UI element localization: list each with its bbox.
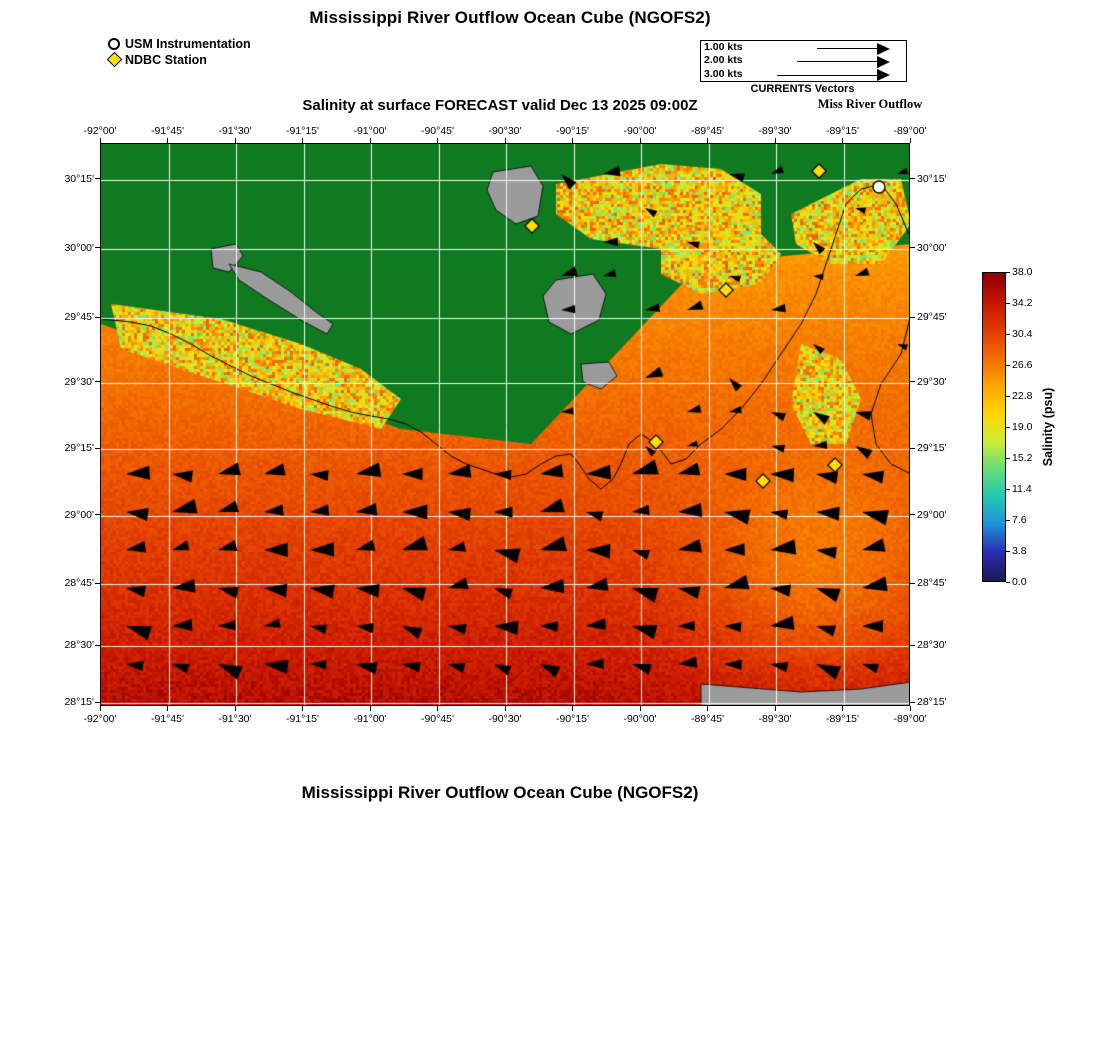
y-axis-tick-mark xyxy=(95,645,100,646)
x-axis-tick-mark xyxy=(640,138,641,143)
y-axis-tick-label: 29°15' xyxy=(64,442,94,455)
y-axis-tick-label: 29°30' xyxy=(64,375,94,388)
colorbar-tick-label: 19.0 xyxy=(1012,421,1033,433)
y-axis-tick-label: 28°15' xyxy=(64,696,94,708)
x-axis-tick-label: -91°15' xyxy=(285,713,320,725)
x-axis-tick-label: -90°00' xyxy=(623,713,657,725)
y-axis-tick-label: 28°30' xyxy=(64,639,94,652)
x-axis-tick-label: -91°15' xyxy=(285,125,320,137)
x-axis-tick-label: -90°15' xyxy=(555,713,590,725)
colorbar-tick-mark xyxy=(1006,582,1010,583)
x-axis-tick-mark xyxy=(437,706,438,711)
colorbar-tick-mark xyxy=(1006,520,1010,521)
x-axis-tick-label: -89°15' xyxy=(825,125,860,137)
legend-item-label: NDBC Station xyxy=(125,52,207,67)
y-axis-tick-mark xyxy=(910,583,915,584)
x-axis-tick-label: -92°00' xyxy=(83,125,117,137)
colorbar-tick-label: 38.0 xyxy=(1012,266,1033,278)
y-axis-tick-label: 29°15' xyxy=(917,442,947,455)
colorbar-tick-label: 22.8 xyxy=(1012,390,1033,402)
x-axis-tick-mark xyxy=(707,706,708,711)
x-axis-tick-label: -89°45' xyxy=(690,713,725,725)
x-axis-tick-label: -92°00' xyxy=(83,713,117,725)
colorbar-tick-mark xyxy=(1006,272,1010,273)
vector-key-label: 3.00 kts xyxy=(704,67,743,80)
x-axis-tick-mark xyxy=(100,138,101,143)
colorbar-tick-label: 15.2 xyxy=(1012,452,1033,464)
y-axis-tick-mark xyxy=(95,702,100,703)
x-axis-tick-mark xyxy=(640,706,641,711)
x-axis-tick-mark xyxy=(302,706,303,711)
x-axis-tick-mark xyxy=(370,706,371,711)
panel-label: Miss River Outflow xyxy=(817,97,923,111)
y-axis-tick-label: 29°30' xyxy=(917,375,947,388)
x-axis-tick-mark xyxy=(235,138,236,143)
colorbar-tick-label: 7.6 xyxy=(1012,514,1027,526)
colorbar-tick-mark xyxy=(1006,489,1010,490)
legend-item-label: USM Instrumentation xyxy=(125,36,251,51)
y-axis-tick-mark xyxy=(910,702,915,703)
x-axis-tick-mark xyxy=(775,138,776,143)
currents-vectors-caption: CURRENTS Vectors xyxy=(750,83,855,95)
x-axis-tick-mark xyxy=(302,138,303,143)
x-axis-tick-mark xyxy=(572,706,573,711)
y-axis-tick-label: 30°00' xyxy=(64,241,94,254)
x-axis-tick-label: -89°30' xyxy=(758,125,792,137)
colorbar-tick-mark xyxy=(1006,427,1010,428)
x-axis-tick-mark xyxy=(505,138,506,143)
colorbar-tick-mark xyxy=(1006,303,1010,304)
y-axis-tick-mark xyxy=(95,317,100,318)
y-axis-tick-label: 29°45' xyxy=(64,311,94,324)
x-axis-tick-mark xyxy=(910,706,911,711)
x-axis-tick-mark xyxy=(505,706,506,711)
y-axis-tick-mark xyxy=(910,381,915,382)
x-axis-tick-label: -90°15' xyxy=(555,125,590,137)
x-axis-tick-mark xyxy=(707,138,708,143)
x-axis-tick-mark xyxy=(775,706,776,711)
map-subtitle: Salinity at surface FORECAST valid Dec 13 2025 09:00Z xyxy=(302,97,698,114)
y-axis-tick-label: 30°15' xyxy=(64,172,94,185)
x-axis-tick-mark xyxy=(437,138,438,143)
x-axis-tick-label: -91°00' xyxy=(353,125,387,137)
y-axis-tick-mark xyxy=(95,448,100,449)
colorbar-tick-label: 3.8 xyxy=(1012,545,1027,557)
y-axis-tick-label: 28°45' xyxy=(64,577,94,590)
y-axis-tick-mark xyxy=(95,178,100,179)
y-axis-tick-mark xyxy=(910,247,915,248)
x-axis-tick-label: -89°00' xyxy=(893,713,927,725)
x-axis-tick-mark xyxy=(167,706,168,711)
x-axis-tick-label: -91°30' xyxy=(218,713,252,725)
colorbar-tick-mark xyxy=(1006,396,1010,397)
x-axis-tick-mark xyxy=(100,706,101,711)
y-axis-tick-label: 29°45' xyxy=(917,311,947,324)
y-axis-tick-label: 29°00' xyxy=(917,508,947,521)
x-axis-tick-label: -91°45' xyxy=(150,125,185,137)
colorbar-title: Salinity (psu) xyxy=(1041,387,1055,467)
x-axis-tick-label: -89°30' xyxy=(758,713,792,725)
colorbar-tick-mark xyxy=(1006,334,1010,335)
x-axis-tick-label: -91°00' xyxy=(353,713,387,725)
y-axis-tick-mark xyxy=(95,583,100,584)
x-axis-tick-label: -89°00' xyxy=(893,125,927,137)
y-axis-tick-label: 28°15' xyxy=(917,696,947,708)
colorbar-tick-label: 30.4 xyxy=(1012,328,1033,340)
colorbar-tick-mark xyxy=(1006,365,1010,366)
y-axis-tick-label: 29°00' xyxy=(64,508,94,521)
x-axis-tick-label: -89°15' xyxy=(825,713,860,725)
y-axis-tick-mark xyxy=(95,247,100,248)
y-axis-tick-mark xyxy=(910,178,915,179)
x-axis-tick-label: -89°45' xyxy=(690,125,725,137)
colorbar-tick-label: 26.6 xyxy=(1012,359,1033,371)
y-axis-tick-mark xyxy=(95,381,100,382)
x-axis-tick-label: -90°00' xyxy=(623,125,657,137)
x-axis-tick-mark xyxy=(910,138,911,143)
x-axis-tick-mark xyxy=(370,138,371,143)
x-axis-tick-mark xyxy=(167,138,168,143)
y-axis-tick-label: 30°15' xyxy=(917,172,947,185)
y-axis-tick-mark xyxy=(910,514,915,515)
y-axis-tick-mark xyxy=(910,317,915,318)
x-axis-tick-mark xyxy=(842,138,843,143)
colorbar-tick-label: 11.4 xyxy=(1012,483,1032,495)
colorbar-tick-mark xyxy=(1006,551,1010,552)
page-title: Mississippi River Outflow Ocean Cube (NGOFS2) xyxy=(309,8,711,27)
colorbar-tick-mark xyxy=(1006,458,1010,459)
vector-key-label: 2.00 kts xyxy=(704,54,743,67)
x-axis-tick-label: -91°45' xyxy=(150,713,185,725)
x-axis-tick-label: -90°45' xyxy=(420,125,455,137)
colorbar-tick-label: 0.0 xyxy=(1012,576,1027,588)
x-axis-tick-label: -90°45' xyxy=(420,713,455,725)
x-axis-tick-mark xyxy=(572,138,573,143)
vector-key-label: 1.00 kts xyxy=(704,41,743,53)
y-axis-tick-mark xyxy=(910,645,915,646)
x-axis-tick-label: -90°30' xyxy=(488,713,522,725)
y-axis-tick-label: 28°30' xyxy=(917,639,947,652)
bottom-title: Mississippi River Outflow Ocean Cube (NGOFS2) xyxy=(301,783,699,802)
y-axis-tick-mark xyxy=(95,514,100,515)
colorbar-tick-label: 34.2 xyxy=(1012,297,1033,309)
y-axis-tick-label: 28°45' xyxy=(917,577,947,590)
x-axis-tick-label: -90°30' xyxy=(488,125,522,137)
x-axis-tick-mark xyxy=(235,706,236,711)
colorbar-gradient xyxy=(982,272,1006,582)
x-axis-tick-mark xyxy=(842,706,843,711)
x-axis-tick-label: -91°30' xyxy=(218,125,252,137)
y-axis-tick-label: 30°00' xyxy=(917,241,947,254)
y-axis-tick-mark xyxy=(910,448,915,449)
